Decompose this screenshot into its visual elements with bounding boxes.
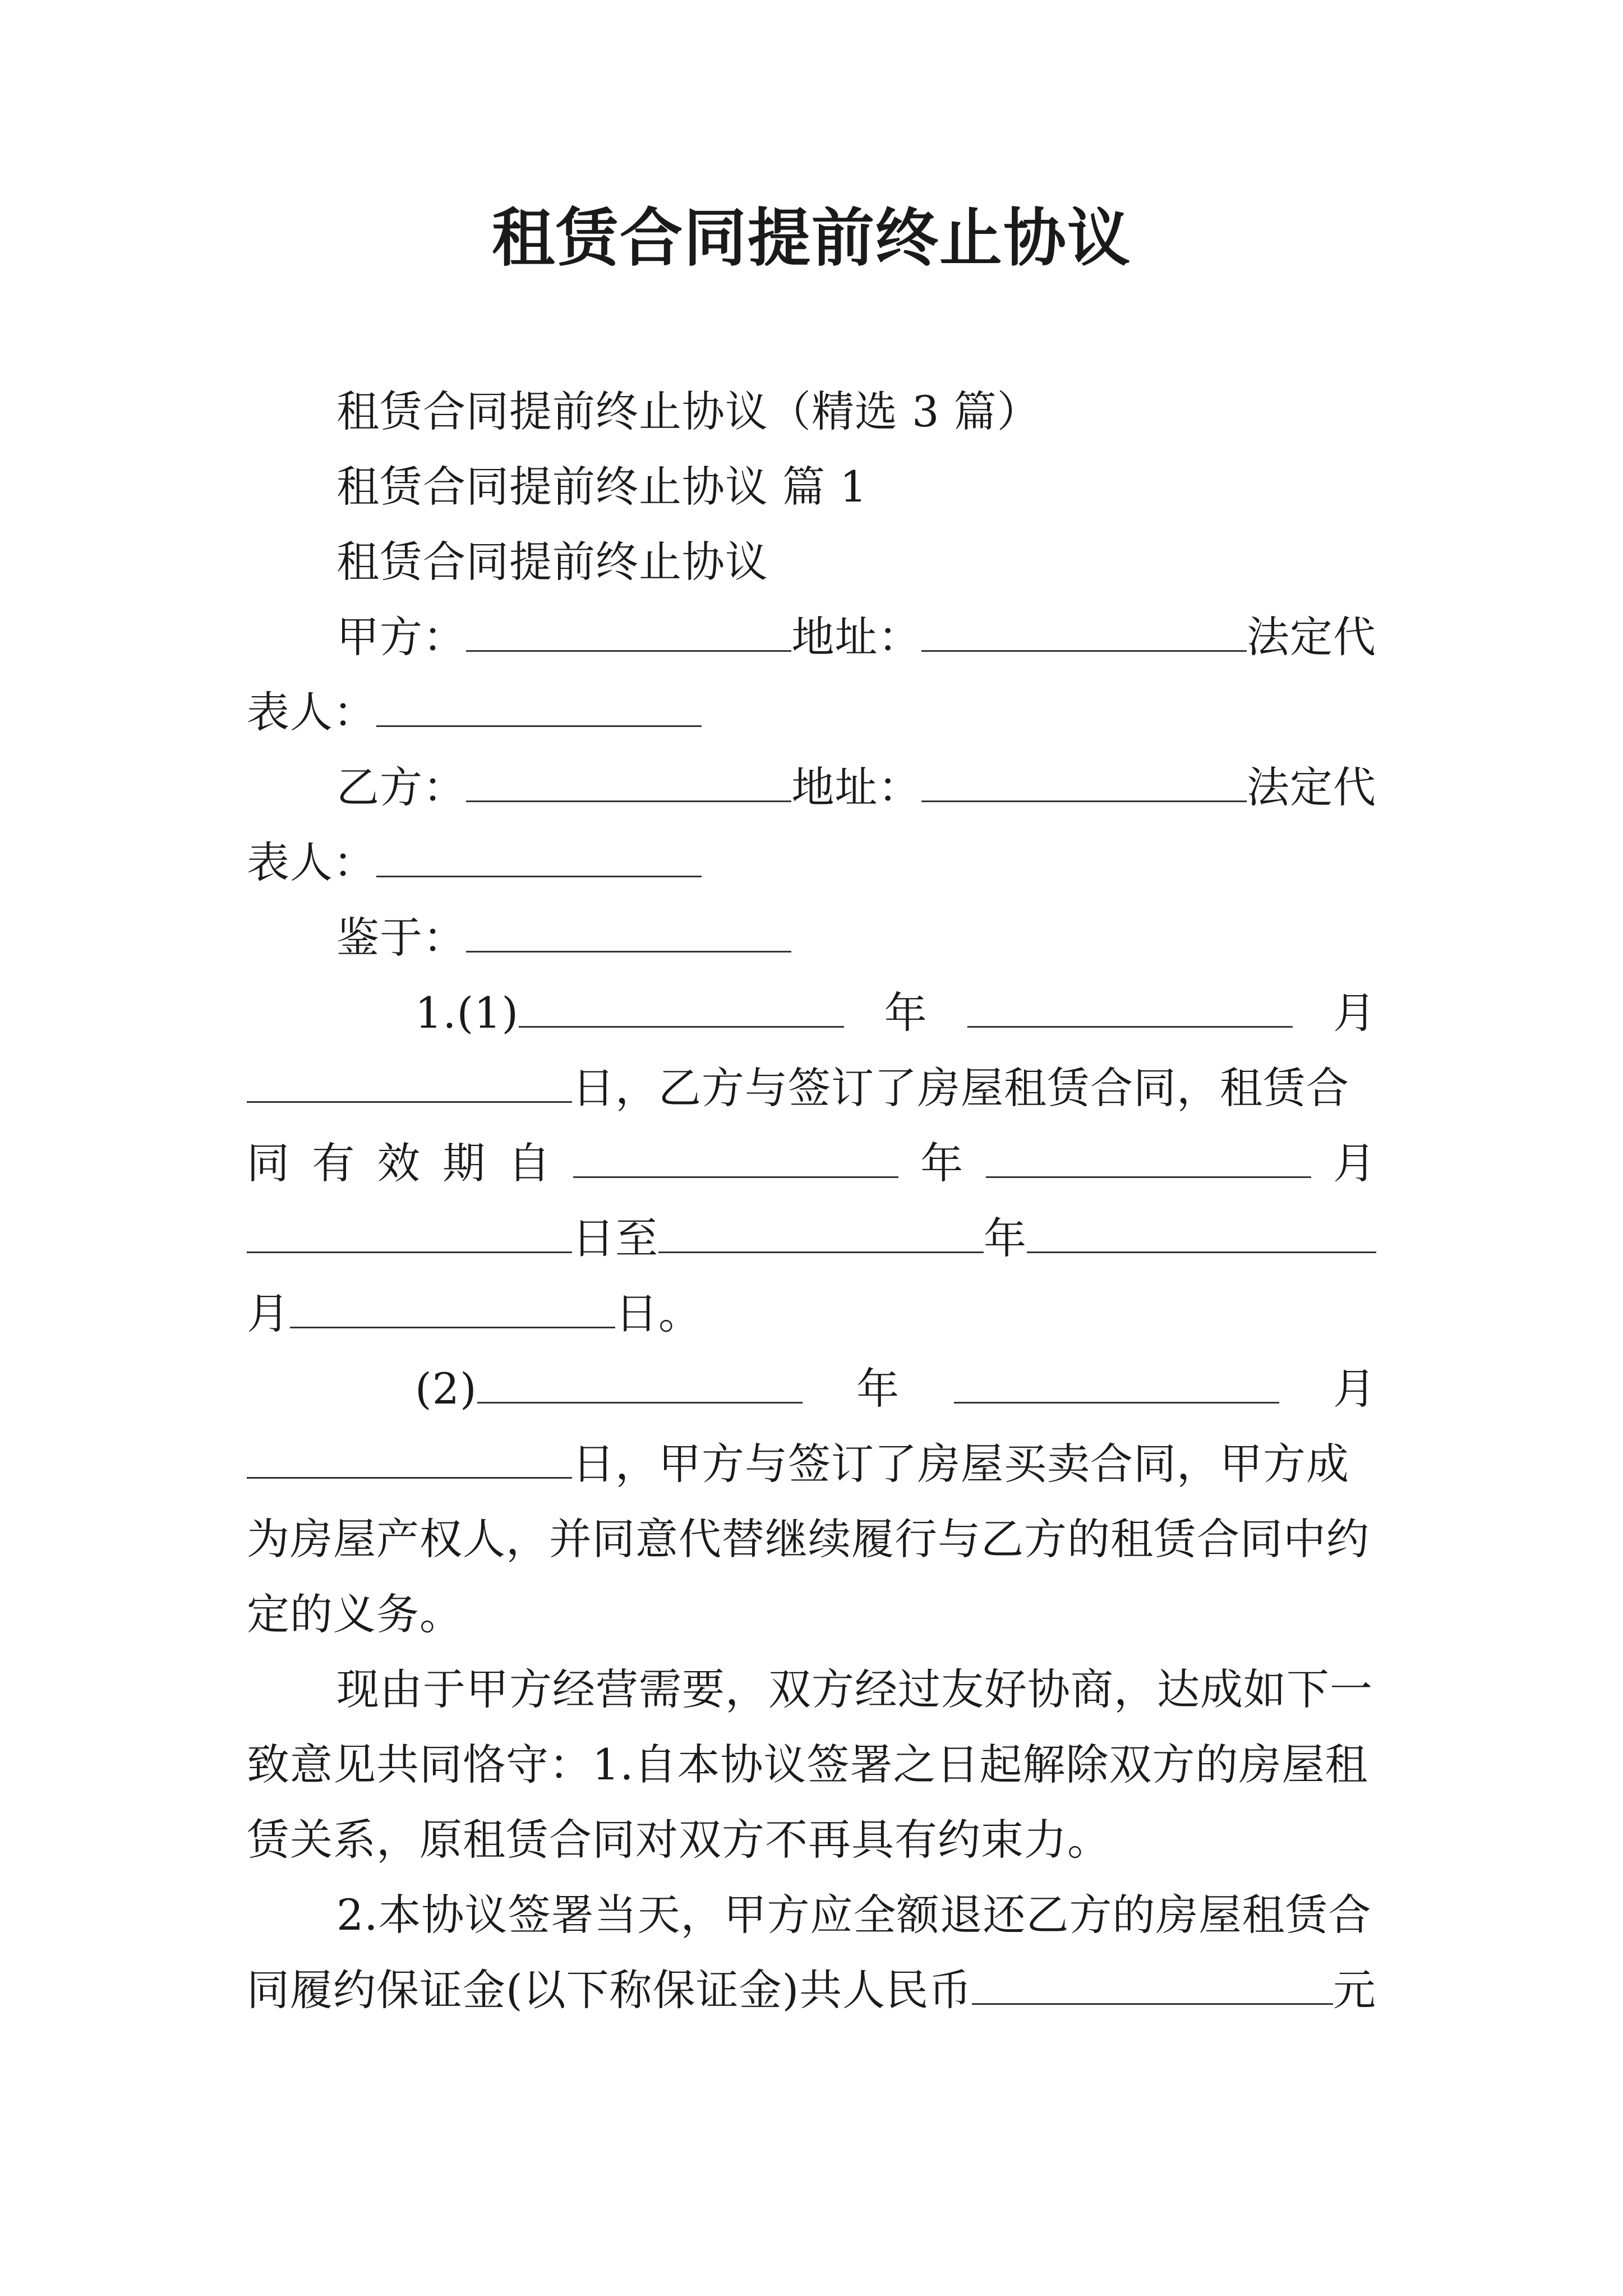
- party-b-address-label: 地址：: [791, 762, 921, 812]
- period-day-blank: [247, 1217, 572, 1253]
- period-day-to: 日至: [572, 1213, 658, 1263]
- period-char-3: 效: [377, 1138, 421, 1188]
- period-char-4: 期: [442, 1138, 486, 1188]
- item1-day-blank: [247, 1066, 572, 1103]
- period-year: 年: [920, 1138, 964, 1188]
- item1-day-text: 日，乙方与签订了房屋租赁合同，租赁合: [572, 1063, 1349, 1113]
- item1-period-line: [247, 1134, 1376, 1193]
- period-month: 月: [1333, 1138, 1376, 1188]
- para-2-line2: [247, 1961, 1376, 2019]
- period-end-day: 日。: [615, 1289, 702, 1338]
- item2-year: 年: [856, 1364, 900, 1414]
- heading-sub: 租赁合同提前终止协议: [336, 537, 768, 587]
- item1-month-blank: [967, 991, 1293, 1028]
- heading-selected: 租赁合同提前终止协议（精选 3 篇）: [336, 386, 1040, 436]
- party-a-legal-rep-tail: 表人：: [247, 687, 376, 737]
- period-end-month-blank: [1027, 1217, 1376, 1253]
- item1-date-line: [247, 984, 1376, 1042]
- whereas-blank: [466, 916, 791, 953]
- item1-prefix: 1.(1): [415, 988, 519, 1038]
- party-b-rep-line: [247, 834, 1376, 892]
- party-b-blank: [466, 766, 791, 802]
- item2-prefix-group: [415, 1360, 803, 1418]
- para-now-line3: 赁关系，原租赁合同对双方不再具有约束力。: [247, 1815, 1110, 1865]
- party-b-address-blank: [921, 766, 1247, 802]
- party-a-blank: [466, 615, 791, 652]
- period-end-year-blank: [658, 1217, 984, 1253]
- item2-date-line: [247, 1360, 1376, 1418]
- para-2-line1: 2.本协议签署当天，甲方应全额退还乙方的房屋租赁合: [336, 1890, 1372, 1940]
- period-end-day-blank: [290, 1292, 615, 1328]
- item1-year: 年: [884, 988, 928, 1038]
- para-now-line2: 致意见共同恪守：1.自本协议签署之日起解除双方的房屋租: [247, 1740, 1368, 1789]
- party-a-rep-line: [247, 683, 1376, 742]
- item2-year-blank: [477, 1367, 803, 1404]
- item2-month: 月: [1332, 1364, 1376, 1414]
- party-b-rep-blank: [376, 841, 702, 877]
- document-title: 租赁合同提前终止协议: [492, 201, 1131, 275]
- period-char-1: 同: [247, 1138, 290, 1188]
- item2-line4: 定的义务。: [247, 1589, 463, 1639]
- party-a-legal-rep-head: 法定代: [1247, 612, 1376, 662]
- party-a-label: 甲方：: [336, 612, 466, 662]
- period-end-month: 月: [247, 1289, 290, 1338]
- party-b-line: [247, 758, 1376, 817]
- period-month-blank: [986, 1142, 1311, 1178]
- whereas-label: 鉴于：: [336, 913, 466, 963]
- para-2-text: 同履约保证金(以下称保证金)共人民币: [247, 1965, 972, 2015]
- party-a-address-blank: [921, 615, 1247, 652]
- deposit-currency: 元: [1333, 1965, 1376, 2015]
- period-char-2: 有: [312, 1138, 356, 1188]
- item2-day-text: 日，甲方与签订了房屋买卖合同，甲方成: [572, 1439, 1349, 1489]
- heading-part1: 租赁合同提前终止协议 篇 1: [336, 462, 868, 512]
- item1-period-line2: [247, 1209, 1376, 1268]
- party-a-rep-blank: [376, 691, 702, 727]
- deposit-amount-blank: [972, 1968, 1333, 2005]
- period-end-year: 年: [984, 1213, 1027, 1263]
- period-year-blank: [573, 1142, 898, 1178]
- item1-prefix-group: [415, 984, 844, 1042]
- party-a-address-label: 地址：: [791, 612, 921, 662]
- item2-month-blank: [954, 1367, 1279, 1404]
- item2-prefix: (2): [415, 1364, 477, 1414]
- para-now-line1: 现由于甲方经营需要，双方经过友好协商，达成如下一: [336, 1664, 1373, 1714]
- item1-year-blank: [519, 991, 844, 1028]
- item2-line2: [247, 1435, 1376, 1493]
- item1-line2: [247, 1059, 1376, 1117]
- party-a-line: [247, 608, 1376, 666]
- whereas-line: [247, 909, 1376, 967]
- item1-month: 月: [1333, 988, 1376, 1038]
- item1-period-line3: [247, 1285, 1376, 1343]
- party-b-legal-rep-tail: 表人：: [247, 838, 376, 887]
- period-char-5: 自: [508, 1138, 551, 1188]
- party-b-legal-rep-head: 法定代: [1247, 762, 1376, 812]
- item2-day-blank: [247, 1442, 572, 1479]
- item2-line3: 为房屋产权人，并同意代替继续履行与乙方的租赁合同中约: [247, 1514, 1370, 1564]
- party-b-label: 乙方：: [336, 762, 466, 812]
